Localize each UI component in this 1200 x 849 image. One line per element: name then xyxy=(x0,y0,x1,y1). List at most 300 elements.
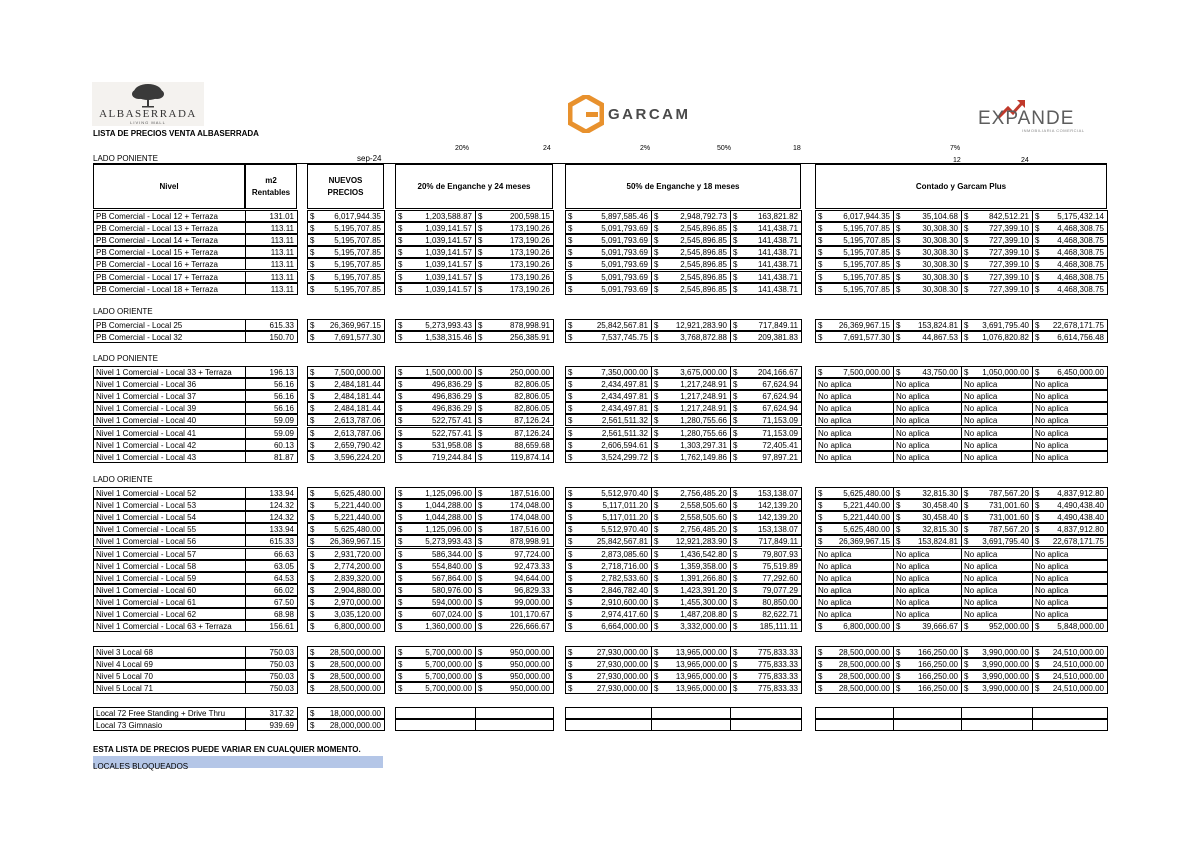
cell-price xyxy=(1032,378,1108,390)
no-aplica-text: No aplica xyxy=(964,440,998,450)
currency-sign: $ xyxy=(398,573,403,583)
price-value: 554,840.00 xyxy=(431,561,472,571)
currency-sign: $ xyxy=(818,648,823,657)
cell-price xyxy=(961,535,1033,547)
price-value: 87,126.24 xyxy=(514,428,550,438)
table-row xyxy=(0,620,1200,632)
currency-sign: $ xyxy=(398,416,403,426)
currency-sign: $ xyxy=(568,380,573,390)
currency-sign: $ xyxy=(398,321,403,330)
price-value: 5,195,707.85 xyxy=(334,284,381,294)
currency-sign: $ xyxy=(310,610,315,619)
currency-sign: $ xyxy=(310,573,315,583)
currency-sign: $ xyxy=(654,537,659,547)
price-value: 32,815.30 xyxy=(922,489,958,498)
currency-sign: $ xyxy=(733,672,738,682)
price-value: 3,691,795.40 xyxy=(982,537,1029,547)
price-value: 28,500,000.00 xyxy=(838,648,890,657)
price-value: 32,815.30 xyxy=(922,525,958,535)
price-value: 173,190.26 xyxy=(509,284,550,294)
cell-price xyxy=(815,210,894,222)
currency-sign: $ xyxy=(896,260,901,270)
cell-price xyxy=(565,572,652,584)
price-value: 173,190.26 xyxy=(509,224,550,234)
cell-m2: 113.11 xyxy=(245,271,298,283)
cell-m2: 63.05 xyxy=(245,560,298,572)
currency-sign: $ xyxy=(398,525,403,535)
price-value: 1,500,000.00 xyxy=(425,368,472,377)
currency-sign: $ xyxy=(654,672,659,682)
price-value: 27,930,000.00 xyxy=(596,660,648,670)
price-value: 13,965,000.00 xyxy=(675,648,727,657)
price-value: 173,190.26 xyxy=(509,272,550,282)
price-value: 5,117,011.20 xyxy=(602,501,648,511)
cell-price xyxy=(893,222,962,234)
currency-sign: $ xyxy=(568,525,573,535)
currency-sign: $ xyxy=(398,585,403,595)
no-aplica-text: No aplica xyxy=(818,597,852,607)
price-value: 5,221,440.00 xyxy=(334,501,381,511)
price-value: 1,039,141.57 xyxy=(425,248,472,258)
cell-price xyxy=(815,560,894,572)
cell-price xyxy=(395,222,476,234)
price-value: 97,897.21 xyxy=(762,452,798,462)
price-value: 1,050,000.00 xyxy=(982,368,1029,377)
cell-price xyxy=(475,584,554,596)
currency-sign: $ xyxy=(310,224,315,234)
cell-price xyxy=(395,283,476,295)
price-value: 3,524,299.72 xyxy=(601,452,648,462)
price-value: 522,757.41 xyxy=(431,416,472,426)
currency-sign: $ xyxy=(818,260,823,270)
price-value: 5,195,707.85 xyxy=(334,236,381,246)
no-aplica-text: No aplica xyxy=(896,610,930,619)
currency-sign: $ xyxy=(654,622,659,632)
price-value: 3,675,000.00 xyxy=(680,368,727,377)
cell-price xyxy=(395,258,476,270)
cell-price xyxy=(730,283,802,295)
cell-price xyxy=(815,439,894,451)
price-value: 1,280,755.66 xyxy=(680,428,727,438)
cell-m2: 60.13 xyxy=(245,439,298,451)
currency-sign: $ xyxy=(1035,260,1040,270)
cell-price xyxy=(893,271,962,283)
no-aplica-text: No aplica xyxy=(1035,392,1069,402)
cell-price xyxy=(307,210,385,222)
price-value: 1,303,297.31 xyxy=(680,440,727,450)
currency-sign: $ xyxy=(733,392,738,402)
cell-price xyxy=(1032,548,1108,560)
currency-sign: $ xyxy=(310,709,315,718)
currency-sign: $ xyxy=(310,549,315,559)
garcam-logo xyxy=(568,95,691,135)
no-aplica-text: No aplica xyxy=(818,428,852,438)
cell-nivel: Nivel 1 Comercial - Local 33 + Terraza xyxy=(93,366,246,378)
currency-sign: $ xyxy=(310,392,315,402)
currency-sign: $ xyxy=(568,501,573,511)
price-value: 1,217,248.91 xyxy=(680,404,727,414)
price-value: 13,965,000.00 xyxy=(675,684,727,694)
cell-m2: 750.03 xyxy=(245,682,298,694)
currency-sign: $ xyxy=(568,561,573,571)
price-value: 6,800,000.00 xyxy=(334,622,381,632)
price-value: 166,250.00 xyxy=(917,684,958,694)
currency-sign: $ xyxy=(568,416,573,426)
price-value: 43,750.00 xyxy=(922,368,958,377)
cell-price xyxy=(961,548,1033,560)
table-row xyxy=(0,523,1200,535)
currency-sign: $ xyxy=(733,428,738,438)
no-aplica-text: No aplica xyxy=(1035,610,1069,619)
currency-sign: $ xyxy=(733,321,738,330)
cell-price xyxy=(815,658,894,670)
price-value: 28,500,000.00 xyxy=(329,660,381,670)
cell-price xyxy=(1032,608,1108,620)
currency-sign: $ xyxy=(398,452,403,462)
expande-name: EXPANDE xyxy=(978,108,1075,129)
cell-price xyxy=(395,658,476,670)
cell-price xyxy=(475,283,554,295)
price-value: 787,567.20 xyxy=(988,525,1029,535)
table-row xyxy=(0,319,1200,331)
price-value: 35,104.68 xyxy=(922,212,958,221)
cell-price xyxy=(565,670,652,682)
param-meses-1: 24 xyxy=(543,145,551,152)
no-aplica-text: No aplica xyxy=(1035,561,1069,571)
cell-m2: 56.16 xyxy=(245,390,298,402)
currency-sign: $ xyxy=(1035,501,1040,511)
currency-sign: $ xyxy=(964,622,969,632)
cell-price xyxy=(730,210,802,222)
price-value: 141,438.71 xyxy=(757,224,798,234)
no-aplica-text: No aplica xyxy=(1035,380,1069,390)
cell-price xyxy=(565,414,652,426)
cell-price xyxy=(475,439,554,451)
cell-price xyxy=(307,523,385,535)
cell-price xyxy=(307,535,385,547)
cell-price xyxy=(730,366,802,378)
no-aplica-text: No aplica xyxy=(818,610,852,619)
cell-price xyxy=(815,390,894,402)
cell-price xyxy=(565,402,652,414)
price-value: 209,381.83 xyxy=(757,333,798,343)
currency-sign: $ xyxy=(568,428,573,438)
currency-sign: $ xyxy=(568,513,573,523)
cell-price xyxy=(961,620,1033,632)
cell-price xyxy=(815,246,894,258)
currency-sign: $ xyxy=(964,368,969,377)
no-aplica-text: No aplica xyxy=(818,404,852,414)
no-aplica-text: No aplica xyxy=(896,597,930,607)
currency-sign: $ xyxy=(654,428,659,438)
cell-nivel: Nivel 1 Comercial - Local 52 xyxy=(93,487,246,499)
cell-price xyxy=(475,596,554,608)
cell-price xyxy=(475,378,554,390)
price-value: 1,044,288.00 xyxy=(425,513,472,523)
cell-price xyxy=(475,646,554,658)
price-value: 1,044,288.00 xyxy=(425,501,472,511)
header-nivel: Nivel xyxy=(93,164,245,209)
currency-sign: $ xyxy=(478,537,483,547)
cell-price xyxy=(1032,572,1108,584)
no-aplica-text: No aplica xyxy=(964,416,998,426)
cell-price xyxy=(651,560,731,572)
currency-sign: $ xyxy=(1035,272,1040,282)
cell-price xyxy=(307,451,385,463)
price-value: 727,399.10 xyxy=(988,272,1029,282)
cell-price xyxy=(307,402,385,414)
price-value: 1,436,542.80 xyxy=(680,549,727,559)
price-value: 5,700,000.00 xyxy=(425,660,472,670)
cell-price xyxy=(961,378,1033,390)
cell-m2: 939.69 xyxy=(245,719,298,731)
cell-price xyxy=(961,584,1033,596)
currency-sign: $ xyxy=(398,248,403,258)
cell-price xyxy=(893,572,962,584)
price-value: 5,195,707.85 xyxy=(843,236,890,246)
currency-sign: $ xyxy=(568,489,573,498)
cell-m2: 133.94 xyxy=(245,523,298,535)
cell-price xyxy=(307,646,385,658)
cell-price xyxy=(651,234,731,246)
price-value: 5,512,970.40 xyxy=(601,489,648,498)
price-value: 2,718,716.00 xyxy=(601,561,648,571)
currency-sign: $ xyxy=(310,684,315,694)
cell-price xyxy=(893,682,962,694)
no-aplica-text: No aplica xyxy=(964,452,998,462)
currency-sign: $ xyxy=(568,392,573,402)
currency-sign: $ xyxy=(896,537,901,547)
price-value: 3,035,120.00 xyxy=(334,610,381,619)
price-value: 2,948,792.73 xyxy=(680,212,727,221)
price-value: 950,000.00 xyxy=(509,684,550,694)
currency-sign: $ xyxy=(733,597,738,607)
price-value: 2,545,896.85 xyxy=(680,236,727,246)
price-value: 75,519.89 xyxy=(762,561,798,571)
cell-price xyxy=(815,234,894,246)
currency-sign: $ xyxy=(964,489,969,498)
price-value: 2,904,880.00 xyxy=(334,585,381,595)
cell-price xyxy=(893,535,962,547)
table-row xyxy=(0,707,1200,719)
price-value: 2,613,787.06 xyxy=(334,428,381,438)
currency-sign: $ xyxy=(478,648,483,657)
no-aplica-text: No aplica xyxy=(964,610,998,619)
currency-sign: $ xyxy=(654,392,659,402)
table-row xyxy=(0,596,1200,608)
price-value: 1,076,820.82 xyxy=(982,333,1029,343)
cell-price xyxy=(651,548,731,560)
price-value: 2,839,320.00 xyxy=(334,573,381,583)
cell-nivel: Nivel 3 Local 68 xyxy=(93,646,246,658)
currency-sign: $ xyxy=(478,610,483,619)
cell-price xyxy=(961,427,1033,439)
currency-sign: $ xyxy=(733,648,738,657)
price-value: 1,039,141.57 xyxy=(425,224,472,234)
currency-sign: $ xyxy=(733,684,738,694)
cell-price xyxy=(565,246,652,258)
currency-sign: $ xyxy=(568,333,573,343)
currency-sign: $ xyxy=(568,573,573,583)
cell-price xyxy=(730,331,802,343)
cell-price xyxy=(651,658,731,670)
currency-sign: $ xyxy=(568,684,573,694)
price-value: 250,000.00 xyxy=(509,368,550,377)
currency-sign: $ xyxy=(1035,648,1040,657)
cell-price xyxy=(893,283,962,295)
no-aplica-text: No aplica xyxy=(896,585,930,595)
table-row xyxy=(0,572,1200,584)
currency-sign: $ xyxy=(733,489,738,498)
cell-price xyxy=(1032,427,1108,439)
cell-price xyxy=(1032,271,1108,283)
price-value: 2,545,896.85 xyxy=(680,260,727,270)
cell-price xyxy=(395,319,476,331)
currency-sign: $ xyxy=(733,585,738,595)
cell-price xyxy=(961,390,1033,402)
price-value: 30,458.40 xyxy=(922,513,958,523)
cell-price xyxy=(961,608,1033,620)
currency-sign: $ xyxy=(398,660,403,670)
cell-price xyxy=(815,620,894,632)
cell-nivel: Nivel 1 Comercial - Local 62 xyxy=(93,608,246,620)
cell-price xyxy=(307,234,385,246)
price-value: 12,921,283.90 xyxy=(675,321,727,330)
cell-nivel: Nivel 1 Comercial - Local 56 xyxy=(93,535,246,547)
currency-sign: $ xyxy=(654,573,659,583)
cell-nivel: Nivel 1 Comercial - Local 39 xyxy=(93,402,246,414)
cell-price xyxy=(565,283,652,295)
currency-sign: $ xyxy=(478,368,483,377)
price-value: 141,438.71 xyxy=(757,248,798,258)
cell-nivel: Nivel 1 Comercial - Local 42 xyxy=(93,439,246,451)
currency-sign: $ xyxy=(733,333,738,343)
cell-nivel: Nivel 1 Comercial - Local 63 + Terraza xyxy=(93,620,246,632)
price-value: 2,774,200.00 xyxy=(334,561,381,571)
currency-sign: $ xyxy=(654,513,659,523)
price-value: 594,000.00 xyxy=(431,597,472,607)
cell-price xyxy=(961,283,1033,295)
price-value: 775,833.33 xyxy=(757,660,798,670)
currency-sign: $ xyxy=(818,537,823,547)
expande-logo xyxy=(978,98,1090,134)
price-value: 727,399.10 xyxy=(988,236,1029,246)
currency-sign: $ xyxy=(733,660,738,670)
price-value: 4,490,438.40 xyxy=(1057,501,1104,511)
cell-price xyxy=(893,366,962,378)
currency-sign: $ xyxy=(398,368,403,377)
cell-price xyxy=(893,584,962,596)
cell-price xyxy=(893,707,962,719)
price-value: 1,280,755.66 xyxy=(680,416,727,426)
currency-sign: $ xyxy=(818,684,823,694)
table-row xyxy=(0,246,1200,258)
cell-nivel: Nivel 1 Comercial - Local 41 xyxy=(93,427,246,439)
cell-price xyxy=(961,258,1033,270)
cell-price xyxy=(307,222,385,234)
cell-price xyxy=(395,596,476,608)
currency-sign: $ xyxy=(478,224,483,234)
price-value: 950,000.00 xyxy=(509,648,550,657)
currency-sign: $ xyxy=(310,284,315,294)
no-aplica-text: No aplica xyxy=(964,549,998,559)
currency-sign: $ xyxy=(964,224,969,234)
currency-sign: $ xyxy=(1035,224,1040,234)
cell-price xyxy=(651,258,731,270)
cell-m2: 113.11 xyxy=(245,246,298,258)
cell-price xyxy=(730,523,802,535)
currency-sign: $ xyxy=(310,416,315,426)
cell-price xyxy=(730,596,802,608)
price-value: 30,308.30 xyxy=(922,284,958,294)
price-value: 142,139.20 xyxy=(757,513,798,523)
currency-sign: $ xyxy=(896,672,901,682)
price-value: 18,000,000.00 xyxy=(329,709,381,718)
cell-price xyxy=(815,283,894,295)
currency-sign: $ xyxy=(478,672,483,682)
no-aplica-text: No aplica xyxy=(896,404,930,414)
price-value: 30,308.30 xyxy=(922,260,958,270)
price-value: 4,468,308.75 xyxy=(1057,248,1104,258)
cell-price xyxy=(651,523,731,535)
price-value: 173,190.26 xyxy=(509,260,550,270)
cell-price xyxy=(815,222,894,234)
date-label: sep-24 xyxy=(357,154,382,163)
currency-sign: $ xyxy=(654,248,659,258)
cell-price xyxy=(893,246,962,258)
price-value: 26,369,967.15 xyxy=(838,537,890,547)
currency-sign: $ xyxy=(568,440,573,450)
no-aplica-text: No aplica xyxy=(964,428,998,438)
currency-sign: $ xyxy=(398,561,403,571)
cell-price xyxy=(565,487,652,499)
cell-price xyxy=(395,670,476,682)
cell-price xyxy=(395,402,476,414)
currency-sign: $ xyxy=(818,284,823,294)
currency-sign: $ xyxy=(733,610,738,619)
param-rate: 2% xyxy=(640,145,651,152)
cell-price xyxy=(730,378,802,390)
currency-sign: $ xyxy=(568,248,573,258)
cell-price xyxy=(307,560,385,572)
cell-price xyxy=(651,210,731,222)
cell-price xyxy=(307,487,385,499)
currency-sign: $ xyxy=(1035,684,1040,694)
currency-sign: $ xyxy=(310,525,315,535)
price-value: 24,510,000.00 xyxy=(1052,672,1104,682)
price-value: 71,153.09 xyxy=(762,416,798,426)
cell-price xyxy=(1032,331,1108,343)
cell-m2: 196.13 xyxy=(245,366,298,378)
cell-price xyxy=(961,331,1033,343)
cell-price xyxy=(565,511,652,523)
table-row xyxy=(0,402,1200,414)
currency-sign: $ xyxy=(733,284,738,294)
price-value: 5,091,793.69 xyxy=(601,284,648,294)
no-aplica-text: No aplica xyxy=(964,597,998,607)
cell-price xyxy=(961,511,1033,523)
currency-sign: $ xyxy=(568,585,573,595)
currency-sign: $ xyxy=(568,404,573,414)
price-value: 2,970,000.00 xyxy=(334,597,381,607)
price-value: 101,170.67 xyxy=(509,610,550,619)
currency-sign: $ xyxy=(568,452,573,462)
section-label: LADO PONIENTE xyxy=(93,154,158,163)
currency-sign: $ xyxy=(964,513,969,523)
cell-price xyxy=(730,439,802,451)
param-discount: 7% xyxy=(950,145,961,152)
price-value: 119,874.14 xyxy=(510,452,550,462)
